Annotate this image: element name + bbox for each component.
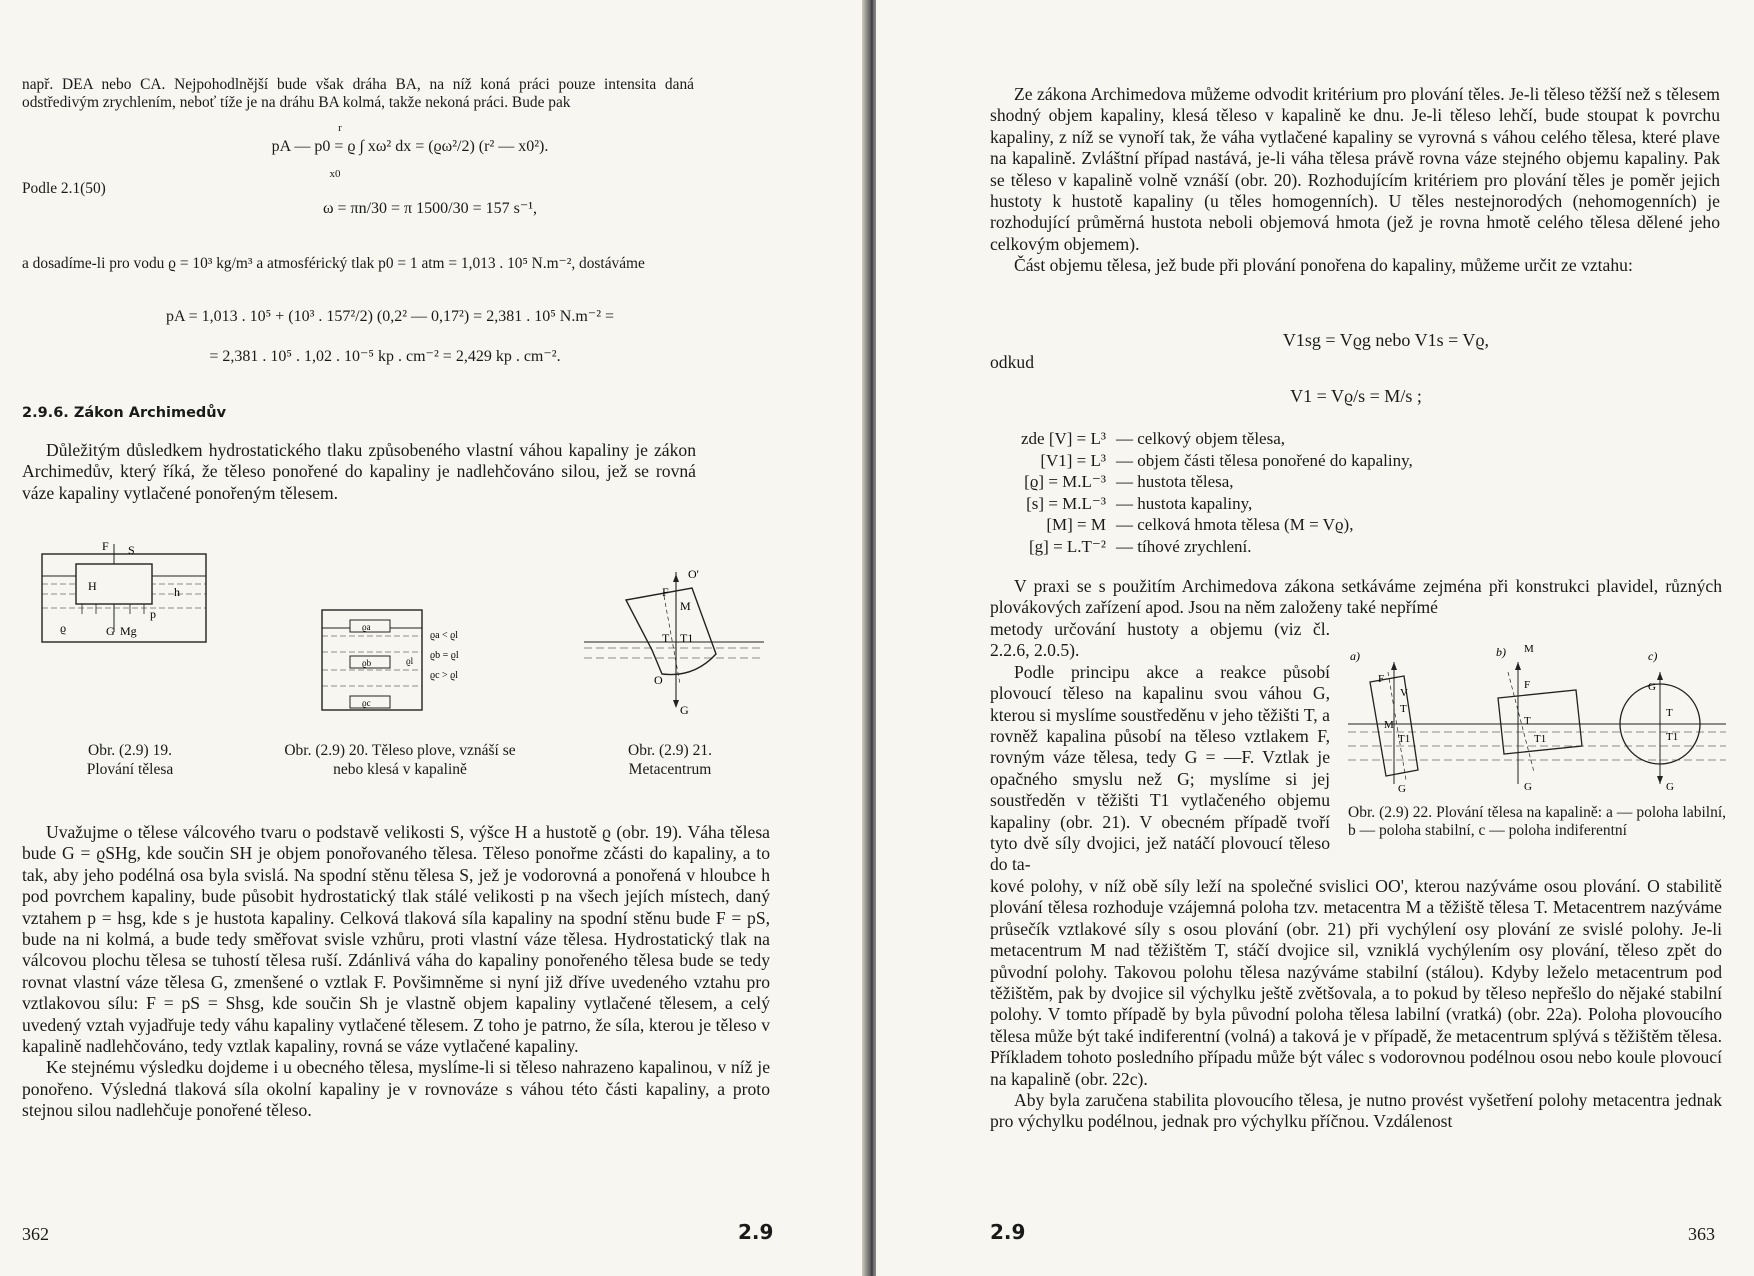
figure-19-floating-body <box>40 534 210 646</box>
right-narrow-column <box>990 619 1330 876</box>
fig22a-label-t: T <box>1400 703 1407 715</box>
caption-fig-19-number: Obr. (2.9) 19. <box>88 742 172 759</box>
fig22b-label-m: M <box>1524 643 1534 655</box>
definition-symbol: [M] = M <box>1046 515 1106 535</box>
fig20-relation-a: ϱa < ϱl <box>430 630 459 641</box>
fig21-label-f: F <box>662 585 669 599</box>
odkud-label: odkud <box>990 352 1034 372</box>
section-mark-right: 2.9 <box>990 1220 1026 1244</box>
caption-fig-20 <box>230 741 570 779</box>
fig19-label-h: h <box>174 585 180 599</box>
definition-row <box>876 471 1576 493</box>
right-practice <box>990 576 1722 619</box>
caption-fig-21-text: Metacentrum <box>628 761 712 778</box>
fig20-relation-b: ϱb = ϱl <box>430 650 459 661</box>
left-substitution <box>22 255 694 273</box>
integral-upper-limit: r <box>338 122 342 134</box>
definition-row <box>876 428 1576 450</box>
fig22-case-c: c) <box>1648 649 1658 663</box>
integral-lower-limit: x0 <box>329 168 341 180</box>
figure-21-metacentre <box>584 566 764 726</box>
page-number-right: 363 <box>1688 1224 1715 1244</box>
paragraph-action-reaction: Podle principu akce a reakce působí plovoucí těleso na kapalinu svou váhou G, kterou si myslíme soustředěnu v jeho těžišti T, a rovněž kapalina působí na těleso vztlakem F, rovným váze tělesa, tedy G = —F. Vztlak je opačného smyslu než G; myslíme si jej soustředěn v těžišti T1 vytlačeného objemu kapaliny (obr. 21). V obecném případě tvoří tyto dvě síly dvojici, jež natáčí plovoucí těleso do ta- <box>990 661 1330 875</box>
fig20-rho-b-box: ϱb <box>362 658 372 668</box>
definition-symbol: [s] = M.L⁻³ <box>1026 493 1106 513</box>
fig22a-label-v: V <box>1400 687 1408 699</box>
fig22-case-a: a) <box>1350 649 1360 663</box>
fig21-label-m: M <box>680 599 691 613</box>
fig20-rho-c-box: ϱc <box>362 698 371 708</box>
fig19-label-p: p <box>150 607 156 621</box>
fig21-label-g: G <box>680 703 689 717</box>
fig22a-label-g: G <box>1398 783 1406 792</box>
definition-symbol: zde [V] = L³ <box>1020 429 1106 448</box>
definition-row <box>876 450 1576 472</box>
fig22b-label-g: G <box>1524 781 1532 792</box>
fig21-label-t: T <box>662 631 670 645</box>
equation-volume-relation: V1sg = Vϱg nebo V1s = Vϱ, <box>1282 330 1490 350</box>
definition-desc: — celkový objem tělesa, <box>1116 429 1286 448</box>
fig19-label-g: G <box>106 624 115 638</box>
right-page <box>876 0 1754 1276</box>
fig22b-label-t: T <box>1524 715 1531 727</box>
equation-pa-kp: = 2,381 . 10⁵ . 1,02 . 10⁻⁵ kp . cm⁻² = 2,429 kp . cm⁻². <box>209 348 561 365</box>
definition-row <box>876 493 1576 515</box>
figure-22-stability-cases <box>1348 642 1726 792</box>
section-mark-left: 2.9 <box>738 1220 774 1244</box>
caption-fig-21 <box>590 741 750 779</box>
fig22c-label-g-top: G <box>1648 681 1656 693</box>
fig19-label-s: S <box>128 543 135 557</box>
law-paragraph: Důležitým důsledkem hydrostatického tlaku způsobeného vlastní váhou kapaliny je zákon Archimedův, který říká, že těleso ponořené do kapaliny je nadlehčováno silou, jež se rovná váze kapaliny vytlačené ponořeným tělesem. <box>22 440 696 503</box>
left-body <box>22 822 770 1122</box>
left-intro <box>22 76 694 112</box>
fig22c-label-t: T <box>1666 707 1673 719</box>
paragraph-practice-tail: metody určování hustoty a objemu (viz čl. 2.2.6, 2.0.5). <box>990 619 1330 661</box>
right-intro <box>990 84 1720 277</box>
equation-v1: V1 = Vϱ/s = M/s ; <box>1290 386 1422 406</box>
fig22b-label-f: F <box>1524 679 1531 691</box>
caption-fig-21-number: Obr. (2.9) 21. <box>628 742 712 759</box>
fig22b-label-t1: T1 <box>1534 733 1547 745</box>
definition-desc: — celková hmota tělesa (M = Vϱ), <box>1116 515 1354 535</box>
definition-desc: — hustota kapaliny, <box>1116 493 1253 513</box>
right-body <box>990 876 1722 1133</box>
fig19-label-hh: H <box>88 579 97 593</box>
caption-fig-20-number: Obr. (2.9) 20. Těleso plove, vznáší se <box>284 742 516 759</box>
body-paragraph-general: Ke stejnému výsledku dojdeme i u obecného tělesa, myslíme-li si těleso nahrazeno kapalinou, v níž je ponořeno. Výsledná tlaková síla okolní kapaliny je v rovnováze s váhou této části kapaliny, a proto stejnou silou nadlehčuje ponořené těleso. <box>22 1057 770 1121</box>
fig22c-label-t1: T1 <box>1666 731 1679 743</box>
fig20-rho-a-box: ϱa <box>362 622 371 632</box>
definition-desc: — objem části tělesa ponořené do kapaliny, <box>1116 450 1413 470</box>
paragraph-floating-criterion: Ze zákona Archimedova můžeme odvodit kritérium pro plování těles. Je-li těleso těžší než s tělesem shodný objem kapaliny, klesá těleso v kapalině ke dnu. Je-li těleso lehčí, bude stoupat k povrchu kapaliny, z níž se vynoří tak, že váha vytlačené kapaliny se vyrovná s váhou celého tělesa, které plave na kapalině. Zvláštní případ nastává, je-li váha tělesa právě rovna váze stejného objemu kapaliny. Pak se těleso v kapalině volně vznáší (obr. 20). Rozhodujícím kritériem pro plování těles je poměr jejich hustoty k hustotě kapaliny (u těles homogenních). U těles nestejnorodých (nehomogenních) je rozhodující průměrná hustota neboli objemová hmota (jež je rovna hmotě celého tělesa dělené jeho celkovým objemem). <box>990 84 1720 254</box>
equation-pa: pA — p0 = ϱ ∫ xω² dx = (ϱω²/2) (r² — x0²). <box>271 138 549 155</box>
fig22a-label-t1: T1 <box>1398 733 1411 745</box>
definition-list <box>876 428 1576 558</box>
definition-desc: — tíhové zrychlení. <box>1116 536 1252 556</box>
equation-pa-numeric: pA = 1,013 . 10⁵ + (10³ . 157²/2) (0,2² — 0,17²) = 2,381 . 10⁵ N.m⁻² = <box>165 308 615 325</box>
definition-row <box>876 514 1576 536</box>
caption-fig-20-text: nebo klesá v kapalině <box>333 761 467 778</box>
podle-label: Podle 2.1(50) <box>22 180 106 197</box>
paragraph-metacentre: kové polohy, v níž obě síly leží na společné svislici OO', kterou nazýváme osou plování. O stabilitě plování tělesa rozhoduje vzájemná poloha tzv. metacentra M a těžiště tělesa T. Metacentrem nazýváme průsečík vztlakové síly s osou plování (obr. 21) při vychýlení osy plování ze svislé polohy. Je-li metacentrum M nad těžištěm T, stáčí dvojice sil, vzniklá vychýlením osy plování, těleso zpět do původní polohy. Takovou polohu tělesa nazýváme stabilní (stálou). Kdyby leželo metacentrum pod těžištěm, pak by dvojice sil výchylku ještě zvětšovala, a to pokud by těleso nepřešlo do nějaké stabilní polohy. V tomto případě by byla původní poloha tělesa labilní (vratká) (obr. 22a). Poloha plovoucího tělesa může být také indiferentní (volná) a taková je v případě, že metacentrum splývá s těžištěm tělesa. Příkladem tohoto posledního případu může být válec s vodorovnou podélnou osou nebo koule plovoucí na kapalině (obr. 22c). <box>990 876 1722 1089</box>
fig20-relation-c: ϱc > ϱl <box>430 670 459 681</box>
fig22-case-b: b) <box>1496 645 1506 659</box>
archimedes-law <box>22 440 696 504</box>
fig20-rho-l: ϱl <box>406 656 414 666</box>
fig19-label-mg: Mg <box>120 624 137 638</box>
definition-row <box>876 536 1576 558</box>
fig21-label-o-prime: O' <box>688 567 699 581</box>
caption-fig-22-text: Plování tělesa na kapalině: a — poloha labilní, b — poloha stabilní, c — poloha indiferentní <box>1348 804 1726 839</box>
definition-symbol: [V1] = L³ <box>1040 450 1106 470</box>
fig22a-label-m: M <box>1384 719 1394 731</box>
equation-pressure <box>210 138 610 156</box>
fig22a-label-f: F <box>1378 673 1385 685</box>
caption-fig-19-text: Plování tělesa <box>86 761 174 778</box>
caption-fig-22 <box>1348 804 1726 840</box>
figure-20-float-hover-sink <box>320 606 480 714</box>
paragraph-submerged-volume: Část objemu tělesa, jež bude při plování ponořena do kapaliny, můžeme určit ze vztahu: <box>1014 255 1633 276</box>
section-heading-archimedes: 2.9.6. Zákon Archimedův <box>22 405 227 421</box>
fig21-label-o: O <box>654 673 663 687</box>
substitution-paragraph: a dosadíme-li pro vodu ϱ = 10³ kg/m³ a atmosférický tlak p0 = 1 atm = 1,013 . 10⁵ N.m⁻², dostáváme <box>22 255 645 272</box>
definition-desc: — hustota tělesa, <box>1116 472 1234 492</box>
body-paragraph-cylinder: Uvažujme o tělese válcového tvaru o podstavě velikosti S, výšce H a hustotě ϱ (obr. 19). Váha tělesa bude G = ϱSHg, kde součin SH je objem ponořovaného tělesa. Těleso ponořme zčásti do kapaliny, a to tak, aby jeho podélná osa byla svislá. Na spodní stěnu tělesa S, jež je vodorovná a ponořená v hloubce h pod povrchem kapaliny, bude působit hydrostatický tlak stálé velikosti p na všech jejích místech, daný vztahem p = hsg, kde s je hustota kapaliny. Celková tlaková síla kapaliny na spodní stěnu bude F = pS, bude na ni kolmá, a bude tedy směřovat svisle vzhůru, proti vlastní váze tělesa. Hydrostatický tlak na válcovou plochu tělesa se tuhostí tělesa ruší. Zdánlivá váha do kapaliny ponořeného tělesa bude se tedy rovnat vlastní váze tělesa G, zmenšené o vztlak F. Povšimněme si nyní již dříve uvedeného vztahu pro vztlakovou sílu: F = pS = Shsg, kde součin Sh je vlastně objem kapaliny vytlačené tělesem, a celý uvedený vztah vyjadřuje tedy váhu kapaliny vytlačené tělesem. Z toho je patrno, že síla, kterou je těleso v kapalině nadlehčováno, tedy vztlak kapaliny, rovná se váze vytlačené kapaliny. <box>22 822 770 1057</box>
left-page <box>0 0 868 1276</box>
caption-fig-19 <box>40 741 220 779</box>
fig21-label-t1: T1 <box>680 631 694 645</box>
page-number-left: 362 <box>22 1224 49 1244</box>
fig19-label-rho: ϱ <box>60 621 67 635</box>
caption-fig-22-number: Obr. (2.9) 22. <box>1348 804 1433 821</box>
paragraph-stability-check: Aby byla zaručena stabilita plovoucího tělesa, je nutno provést vyšetření polohy metacentra jednak pro výchylku podélnou, jednak pro výchylku příčnou. Vzdálenost <box>990 1090 1722 1132</box>
definition-symbol: [g] = L.T⁻² <box>1029 536 1106 556</box>
intro-paragraph: např. DEA nebo CA. Nejpohodlnější bude však dráha BA, na níž koná práci pouze intensita daná odstředivým zrychlením, neboť tíže je na dráhu BA kolmá, takže nekoná práci. Bude pak <box>22 76 694 111</box>
equation-omega: ω = πn/30 = π 1500/30 = 157 s⁻¹, <box>322 200 538 217</box>
fig22c-label-g: G <box>1666 781 1674 792</box>
paragraph-practice-head: V praxi se s použitím Archimedova zákona setkáváme zejména při konstrukci plavidel, různých plovákových zařízení apod. Jsou na něm založeny také nepřímé <box>990 576 1722 618</box>
fig19-label-f: F <box>102 539 109 553</box>
definition-symbol: [ϱ] = M.L⁻³ <box>1024 472 1106 492</box>
